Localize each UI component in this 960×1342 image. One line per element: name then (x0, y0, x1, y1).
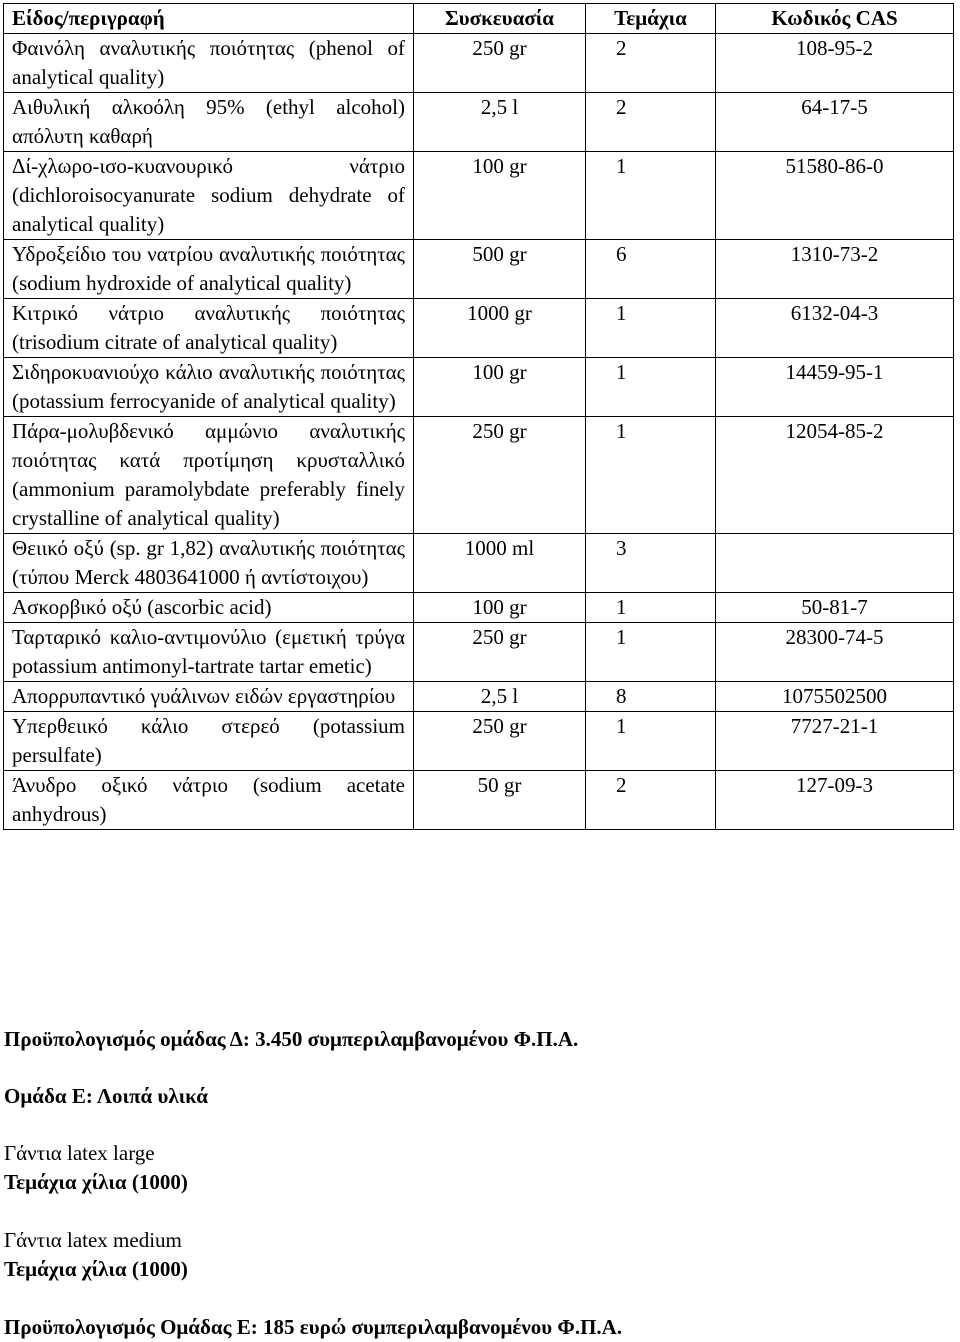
table-row (4, 771, 954, 830)
cell-packaging: 1000 gr (414, 299, 586, 358)
cell-quantity: 8 (586, 682, 716, 712)
cell-quantity: 2 (586, 93, 716, 152)
header-description: Είδος/περιγραφή (4, 4, 414, 34)
cell-quantity: 2 (586, 771, 716, 830)
cell-cas-code (716, 534, 954, 593)
group-e-title: Ομάδα Ε: Λοιπά υλικά (4, 1084, 208, 1108)
cell-quantity: 2 (586, 34, 716, 93)
gloves-medium-label: Γάντια latex medium (4, 1228, 182, 1252)
cell-description: Αιθυλική αλκοόλη 95% (ethyl alcohol) απόλυτη καθαρή (4, 93, 414, 152)
cell-cas-code: 7727-21-1 (716, 712, 954, 771)
table-row (4, 712, 954, 771)
cell-quantity: 1 (586, 299, 716, 358)
cell-packaging: 2,5 l (414, 93, 586, 152)
cell-packaging: 500 gr (414, 240, 586, 299)
cell-description: Φαινόλη αναλυτικής ποιότητας (phenol of analytical quality) (4, 34, 414, 93)
cell-description: Κιτρικό νάτριο αναλυτικής ποιότητας (trisodium citrate of analytical quality) (4, 299, 414, 358)
cell-quantity: 6 (586, 240, 716, 299)
table-row (4, 299, 954, 358)
cell-packaging: 100 gr (414, 593, 586, 623)
cell-packaging: 2,5 l (414, 682, 586, 712)
table-header-row (4, 4, 954, 34)
cell-description: Άνυδρο οξικό νάτριο (sodium acetate anhydrous) (4, 771, 414, 830)
cell-quantity: 1 (586, 593, 716, 623)
budget-group-d: Προϋπολογισμός ομάδας Δ: 3.450 συμπεριλαμβανομένου Φ.Π.Α. (4, 1027, 579, 1051)
table-row (4, 593, 954, 623)
cell-description: Θειικό οξύ (sp. gr 1,82) αναλυτικής ποιότητας (τύπου Merck 4803641000 ή αντίστοιχου) (4, 534, 414, 593)
cell-packaging: 100 gr (414, 152, 586, 240)
header-packaging: Συσκευασία (414, 4, 586, 34)
cell-cas-code: 28300-74-5 (716, 623, 954, 682)
gloves-large-quantity: Τεμάχια χίλια (1000) (4, 1170, 188, 1194)
cell-cas-code: 50-81-7 (716, 593, 954, 623)
cell-quantity: 1 (586, 712, 716, 771)
table-row (4, 534, 954, 593)
cell-description: Δί-χλωρο-ισο-κυανουρικό νάτριο (dichloroisocyanurate sodium dehydrate of analytical quality) (4, 152, 414, 240)
cell-packaging: 1000 ml (414, 534, 586, 593)
cell-cas-code: 108-95-2 (716, 34, 954, 93)
cell-packaging: 50 gr (414, 771, 586, 830)
cell-cas-code: 1310-73-2 (716, 240, 954, 299)
table-row (4, 93, 954, 152)
items-table (3, 3, 954, 830)
table-row (4, 240, 954, 299)
cell-cas-code: 12054-85-2 (716, 417, 954, 534)
cell-quantity: 1 (586, 152, 716, 240)
cell-quantity: 1 (586, 358, 716, 417)
cell-packaging: 250 gr (414, 417, 586, 534)
cell-cas-code: 51580-86-0 (716, 152, 954, 240)
budget-group-e: Προϋπολογισμός Ομάδας Ε: 185 ευρώ συμπεριλαμβανομένου Φ.Π.Α. (4, 1315, 623, 1339)
cell-cas-code: 127-09-3 (716, 771, 954, 830)
table-row (4, 358, 954, 417)
cell-packaging: 100 gr (414, 358, 586, 417)
table-row (4, 682, 954, 712)
gloves-medium-quantity: Τεμάχια χίλια (1000) (4, 1257, 188, 1281)
cell-cas-code: 6132-04-3 (716, 299, 954, 358)
cell-quantity: 1 (586, 417, 716, 534)
cell-description: Υπερθειικό κάλιο στερεό (potassium persulfate) (4, 712, 414, 771)
cell-description: Σιδηροκυανιούχο κάλιο αναλυτικής ποιότητας (potassium ferrocyanide of analytical quality) (4, 358, 414, 417)
cell-cas-code: 64-17-5 (716, 93, 954, 152)
cell-description: Υδροξείδιο του νατρίου αναλυτικής ποιότητας (sodium hydroxide of analytical quality) (4, 240, 414, 299)
table-row (4, 623, 954, 682)
cell-quantity: 3 (586, 534, 716, 593)
cell-packaging: 250 gr (414, 623, 586, 682)
table-row (4, 152, 954, 240)
cell-description: Πάρα-μολυβδενικό αμμώνιο αναλυτικής ποιότητας κατά προτίμηση κρυσταλλικό (ammonium paramolybdate preferably finely crystalline of analytical quality) (4, 417, 414, 534)
gloves-large-label: Γάντια latex large (4, 1141, 155, 1165)
table-row (4, 417, 954, 534)
cell-description: Ταρταρικό καλιο-αντιμονύλιο (εμετική τρύγα potassium antimonyl-tartrate tartar emetic) (4, 623, 414, 682)
cell-packaging: 250 gr (414, 34, 586, 93)
header-quantity: Τεμάχια (586, 4, 716, 34)
table-row (4, 34, 954, 93)
cell-quantity: 1 (586, 623, 716, 682)
cell-cas-code: 1075502500 (716, 682, 954, 712)
cell-cas-code: 14459-95-1 (716, 358, 954, 417)
cell-description: Ασκορβικό οξύ (ascorbic acid) (4, 593, 414, 623)
cell-packaging: 250 gr (414, 712, 586, 771)
header-cas-code: Κωδικός CAS (716, 4, 954, 34)
cell-description: Απορρυπαντικό γυάλινων ειδών εργαστηρίου (4, 682, 414, 712)
